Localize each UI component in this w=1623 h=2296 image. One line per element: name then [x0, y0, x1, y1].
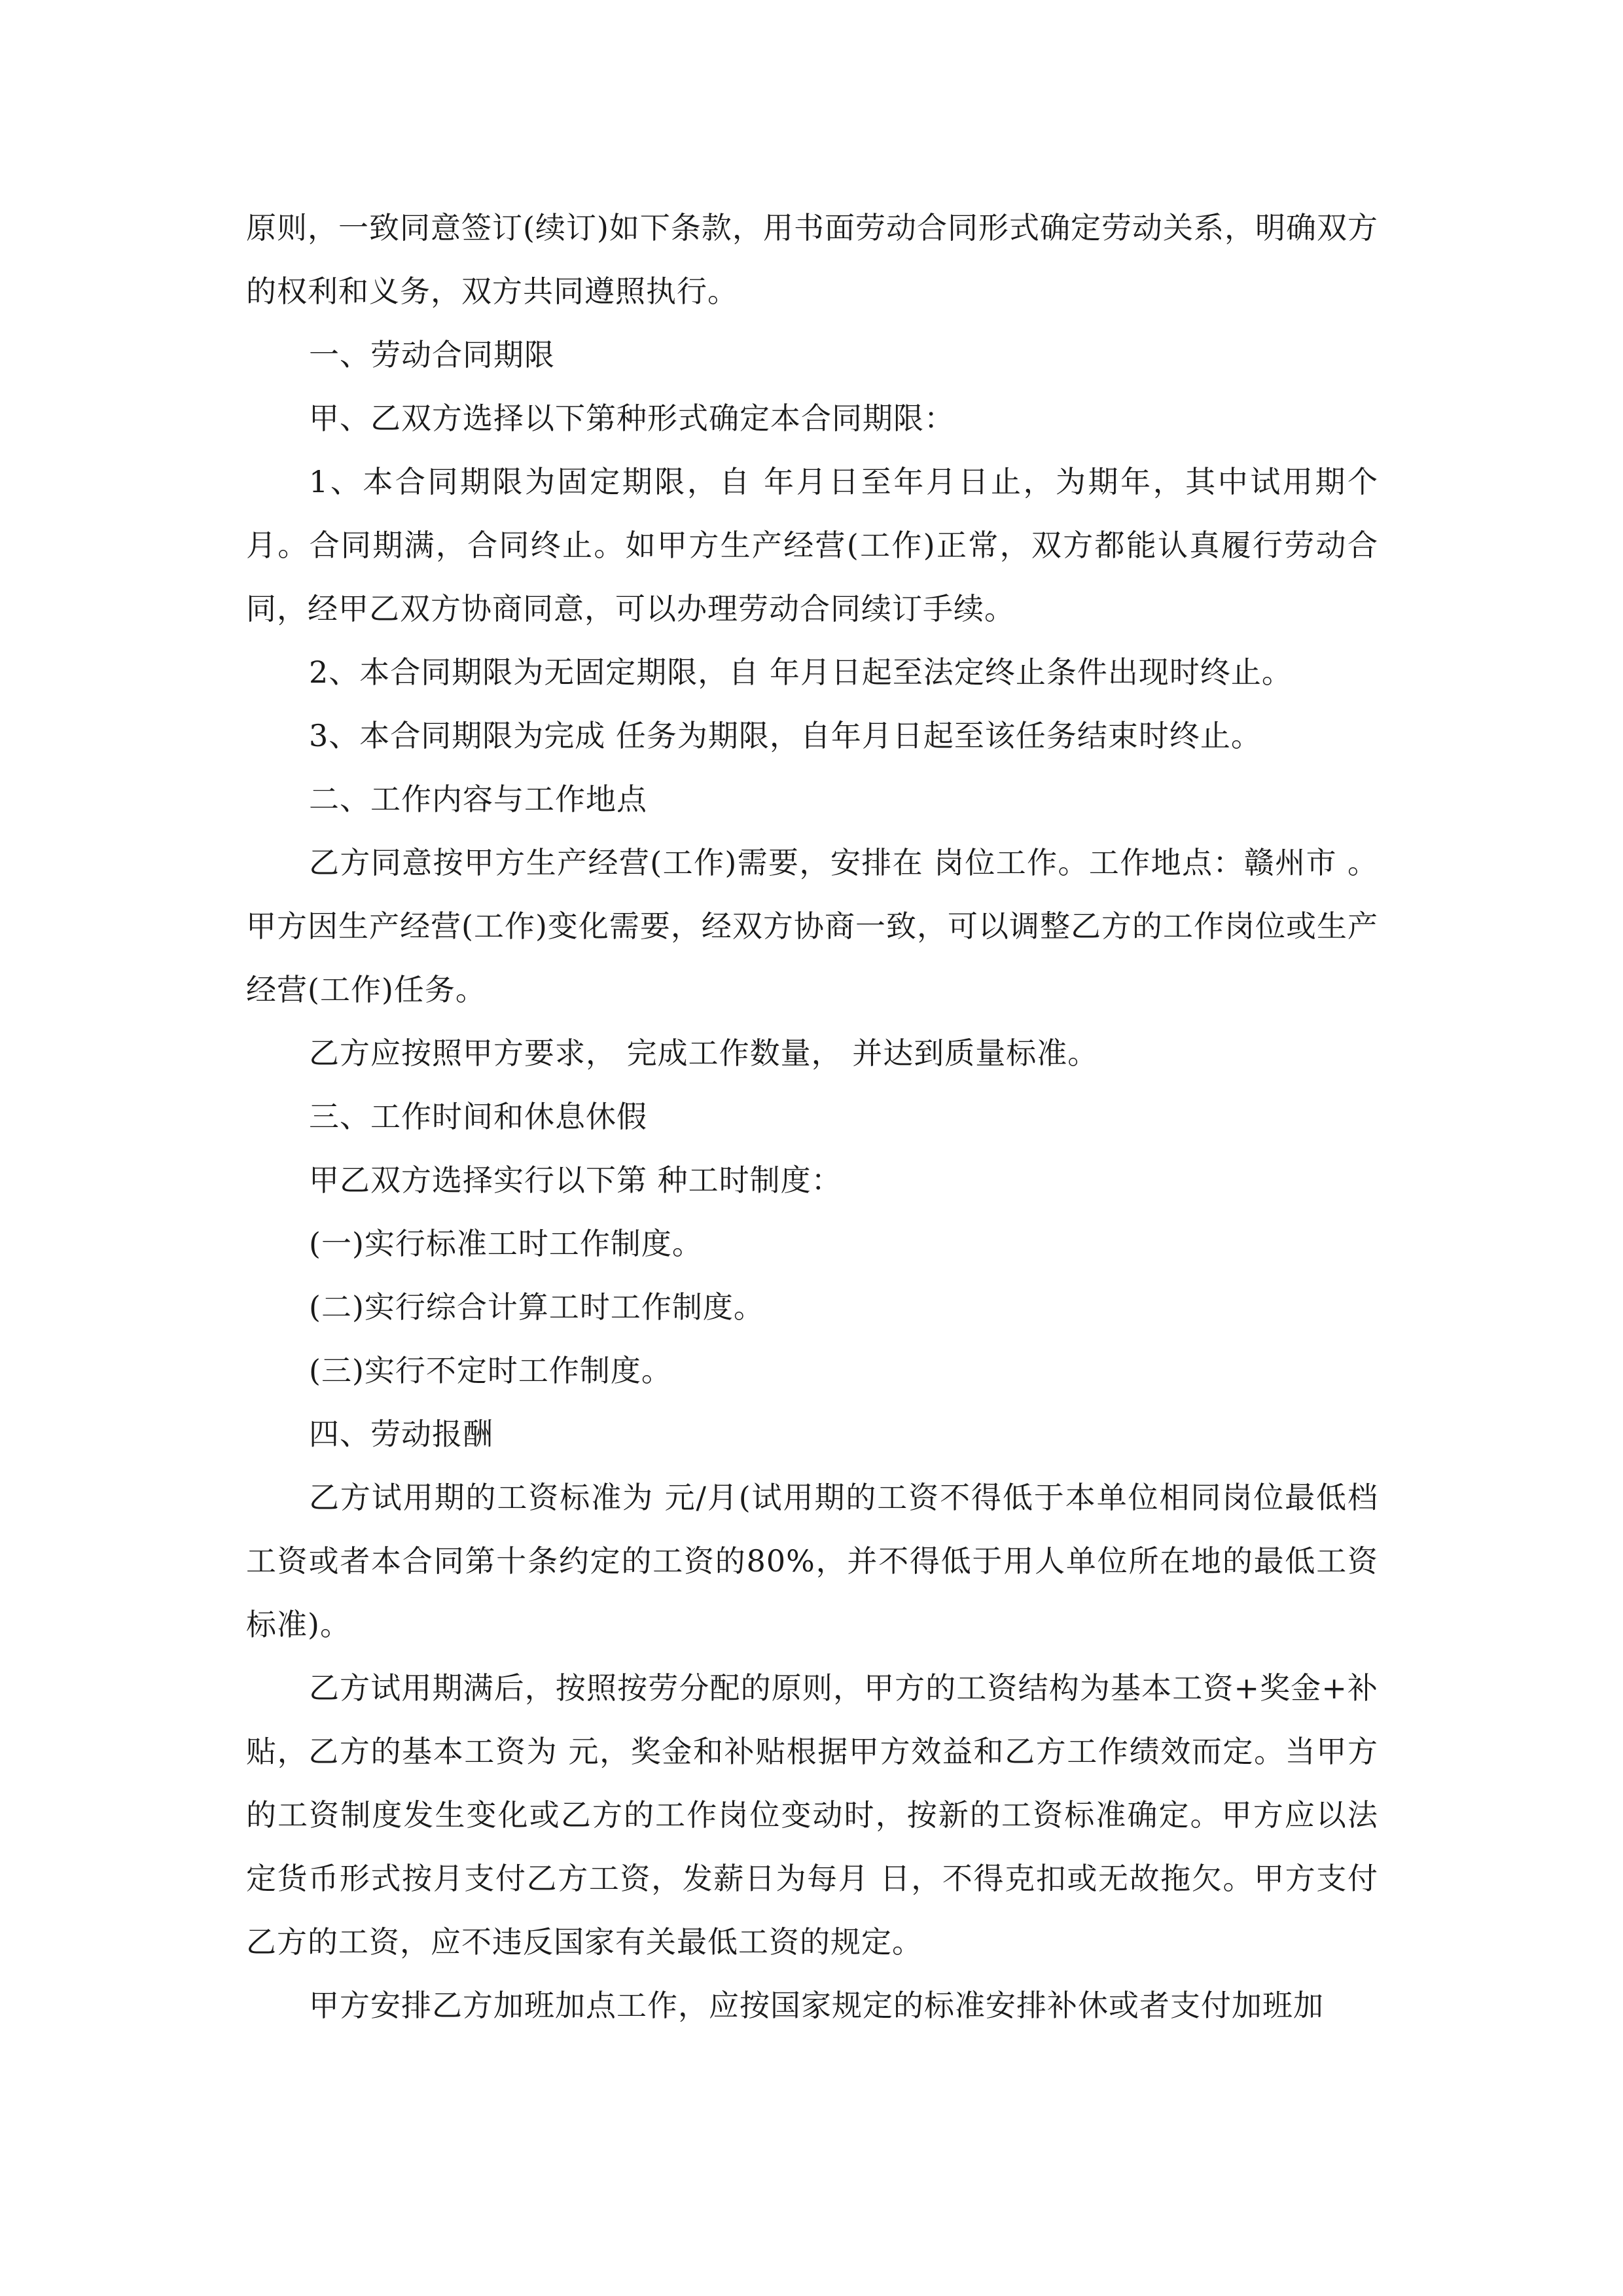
paragraph-open-term: 2、本合同期限为无固定期限，自 年月日起至法定终止条件出现时终止。 [309, 655, 1293, 690]
list-item-flexible-hours: (三)实行不定时工作制度。 [309, 1353, 672, 1388]
paragraph-task-term: 3、本合同期限为完成 任务为期限，自年月日起至该任务结束时终止。 [309, 718, 1262, 753]
paragraph-work-quality: 乙方应按照甲方要求， 完成工作数量， 并达到质量标准。 [309, 1035, 1099, 1071]
paragraph-principle: 原则，一致同意签订(续订)如下条款，用书面劳动合同形式确定劳动关系，明确双方的权利和义务，双方共同遵照执行。 [246, 210, 1378, 309]
section-heading-work-content: 二、工作内容与工作地点 [309, 781, 647, 817]
list-item-comprehensive-hours: (二)实行综合计算工时工作制度。 [309, 1289, 764, 1325]
paragraph-hours-selection: 甲乙双方选择实行以下第 种工时制度： [309, 1162, 842, 1198]
section-heading-remuneration: 四、劳动报酬 [309, 1416, 493, 1452]
paragraph-salary-structure: 乙方试用期满后，按照按劳分配的原则，甲方的工资结构为基本工资+奖金+补贴，乙方的基本工资为 元，奖金和补贴根据甲方效益和乙方工作绩效而定。当甲方的工资制度发生变化或乙方的工作岗位变动时，按新的工资标准确定。甲方应以法定货币形式按月支付乙方工资，发薪日为每月 日，不得克扣或无故拖欠。甲方支付乙方的工资，应不违反国家有关最低工资的规定。 [246, 1670, 1378, 1960]
paragraph-probation-salary: 乙方试用期的工资标准为 元/月(试用期的工资不得低于本单位相同岗位最低档工资或者本合同第十条约定的工资的80%，并不得低于用人单位所在地的最低工资标准)。 [246, 1480, 1378, 1642]
paragraph-overtime: 甲方安排乙方加班加点工作，应按国家规定的标准安排补休或者支付加班加 [309, 1988, 1324, 2023]
contract-body [246, 196, 1378, 2037]
paragraph-term-selection: 甲、乙双方选择以下第种形式确定本合同期限： [309, 401, 955, 436]
paragraph-fixed-term: 1、本合同期限为固定期限，自 年月日至年月日止，为期年，其中试用期个月。合同期满，合同终止。如甲方生产经营(工作)正常，双方都能认真履行劳动合同，经甲乙双方协商同意，可以办理劳动合同续订手续。 [246, 464, 1378, 626]
section-heading-working-hours: 三、工作时间和休息休假 [309, 1099, 647, 1134]
paragraph-work-assignment: 乙方同意按甲方生产经营(工作)需要，安排在 岗位工作。工作地点：赣州市 。甲方因生产经营(工作)变化需要，经双方协商一致，可以调整乙方的工作岗位或生产经营(工作)任务。 [246, 845, 1378, 1007]
list-item-standard-hours: (一)实行标准工时工作制度。 [309, 1226, 703, 1261]
section-heading-contract-term: 一、劳动合同期限 [309, 337, 555, 372]
